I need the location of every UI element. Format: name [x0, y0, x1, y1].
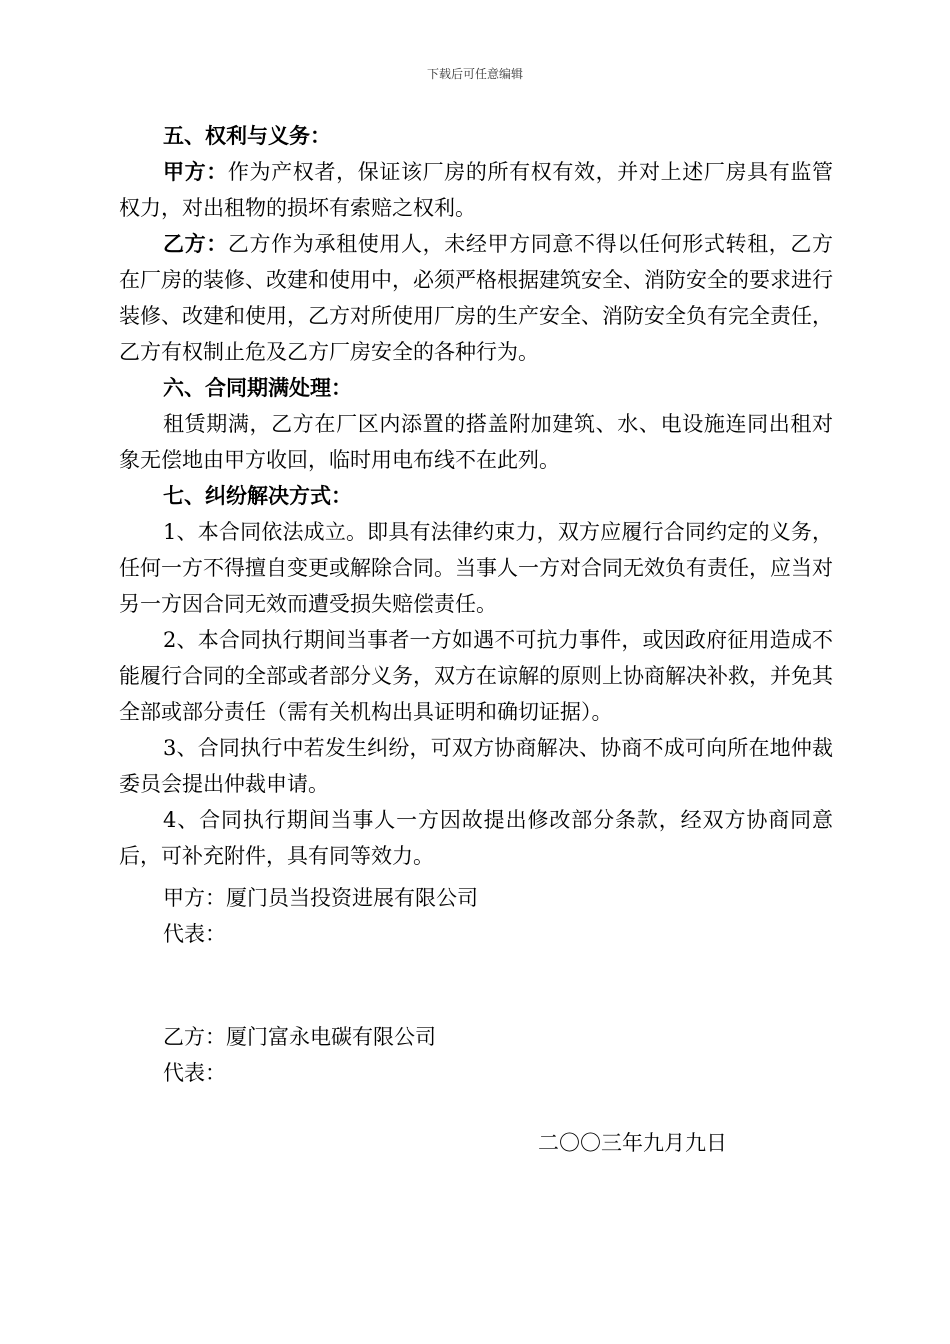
party-a-label: 甲方： — [163, 159, 228, 184]
party-b-name-line: 乙方：厦门富永电碳有限公司 — [163, 1025, 436, 1049]
dispute-item: 3、合同执行中若发生纠纷，可双方协商解决、协商不成可向所在地仲裁委员会提出仲裁申请。 — [119, 736, 833, 796]
party-b-rights-text: 乙方作为承租使用人，未经甲方同意不得以任何形式转租，乙方在厂房的装修、改建和使用中，必须严格根据建筑安全、消防安全的要求进行装修、改建和使用，乙方对所使用厂房的生产安全、消防安全负有完全责任，乙方有权制止危及乙方厂房安全的各种行为。 — [119, 232, 834, 364]
party-a-rights-paragraph — [119, 154, 833, 226]
signing-date: 二〇〇三年九月九日 — [538, 1131, 727, 1155]
party-b-signature-block — [163, 1019, 436, 1091]
contract-body — [119, 118, 833, 874]
dispute-item: 4、合同执行期间当事人一方因故提出修改部分条款，经双方协商同意后，可补充附件，具有同等效力。 — [119, 808, 833, 868]
party-b-representative-line: 代表： — [163, 1061, 226, 1085]
party-a-rights-text: 作为产权者，保证该厂房的所有权有效，并对上述厂房具有监管权力，对出租物的损坏有索赔之权利。 — [119, 160, 834, 220]
party-b-label: 乙方： — [163, 231, 228, 256]
party-a-representative-line: 代表： — [163, 922, 226, 946]
party-a-signature-block — [163, 880, 478, 952]
dispute-item: 2、本合同执行期间当事者一方如遇不可抗力事件，或因政府征用造成不能履行合同的全部或者部分义务，双方在谅解的原则上协商解决补救，并免其全部或部分责任（需有关机构出具证明和确切证据）。 — [119, 628, 833, 724]
header-note: 下载后可任意编辑 — [426, 67, 523, 81]
section-heading-expiry: 六、合同期满处理： — [163, 375, 352, 400]
party-a-name-line: 甲方：厦门员当投资进展有限公司 — [163, 886, 478, 910]
section-heading-disputes: 七、纠纷解决方式： — [163, 483, 352, 508]
dispute-item: 1、本合同依法成立。即具有法律约束力，双方应履行合同约定的义务，任何一方不得擅自变更或解除合同。当事人一方对合同无效负有责任，应当对另一方因合同无效而遭受损失赔偿责任。 — [119, 520, 833, 616]
party-b-rights-paragraph — [119, 226, 833, 370]
expiry-paragraph: 租赁期满，乙方在厂区内添置的搭盖附加建筑、水、电设施连同出租对象无偿地由甲方收回，临时用电布线不在此列。 — [119, 412, 833, 472]
section-heading-rights: 五、权利与义务： — [163, 123, 331, 148]
